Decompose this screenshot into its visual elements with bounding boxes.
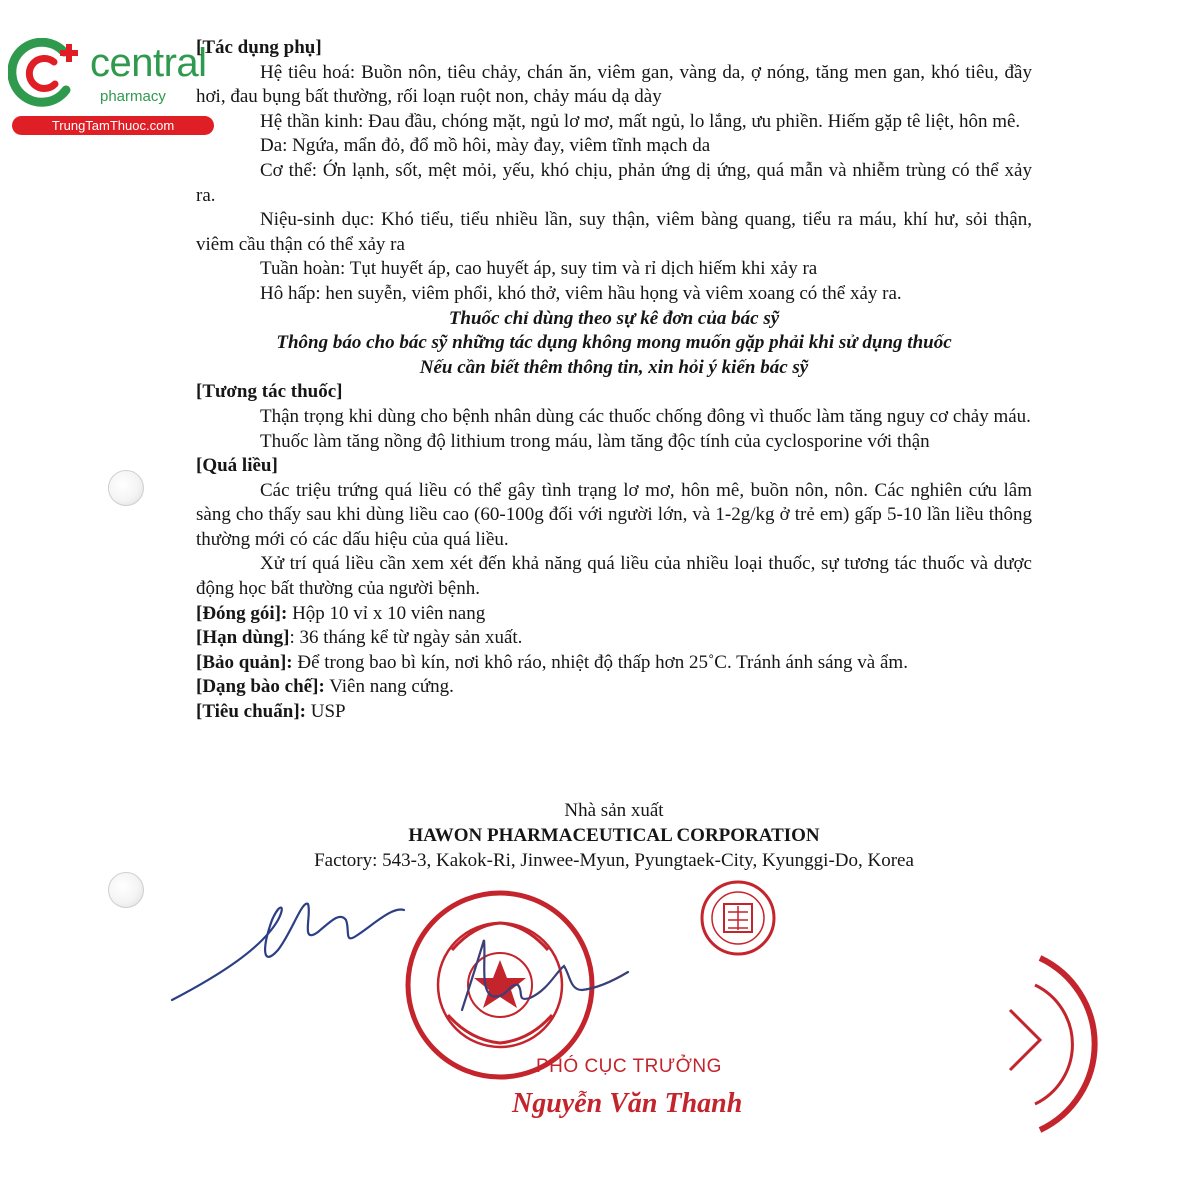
interactions-heading: [Tương tác thuốc] [196,381,343,403]
manufacturer-signature [172,904,404,1000]
warning-prescription: Thuốc chỉ dùng theo sự kê đơn của bác sỹ [448,307,780,329]
partial-seal-right [1010,958,1095,1130]
manufacturer-label: Nhà sản xuất [564,800,664,821]
company-seal [702,882,774,954]
side-effect-urogenital: Niệu-sinh dục: Khó tiểu, tiểu nhiều lần, suy thận, viêm bàng quang, tiểu ra máu, khí hư, sỏi thận, viêm cầu thận có thể xảy ra [196,209,1032,255]
signer-name: Nguyễn Văn Thanh [512,1088,743,1119]
signer-title: PHÓ CỤC TRƯỞNG [536,1056,722,1077]
manufacturer-address: Factory: 543-3, Kakok-Ri, Jinwee-Myun, Pyungtaek-City, Kyunggi-Do, Korea [314,850,914,871]
standard-value: USP [305,701,346,723]
interaction-lithium: Thuốc làm tăng nồng độ lithium trong máu, làm tăng độc tính của cyclosporine với thận [260,430,930,452]
standard-label: [Tiêu chuẩn]: [196,701,306,723]
side-effect-body: Cơ thể: Ớn lạnh, sốt, mệt mỏi, yếu, khó chịu, phản ứng dị ứng, quá mẫn và nhiễm trùng có thể xảy ra. [196,159,1032,206]
side-effect-respiratory: Hô hấp: hen suyễn, viêm phổi, khó thở, viêm hầu họng và viêm xoang có thể xảy ra. [260,282,902,304]
warning-ask-doctor: Nếu cần biết thêm thông tin, xin hỏi ý kiến bác sỹ [419,356,809,378]
expiry-value: : 36 tháng kể từ ngày sản xuất. [289,627,523,649]
interaction-anticoagulant: Thận trọng khi dùng cho bệnh nhân dùng các thuốc chống đông vì thuốc làm tăng nguy cơ chảy máu. [260,405,1031,427]
packaging-value: Hộp 10 vỉ x 10 viên nang [287,602,486,624]
side-effect-skin: Da: Ngứa, mẩn đỏ, đổ mồ hôi, mày đay, viêm tĩnh mạch da [260,135,711,157]
side-effect-digestive: Hệ tiêu hoá: Buồn nôn, tiêu chảy, chán ăn, viêm gan, vàng da, ợ nóng, tăng men gan, khó tiêu, đầy hơi, đau bụng bất thường, rối loạn ruột non, chảy máu dạ dày [196,61,1032,108]
overdose-symptoms: Các triệu trứng quá liều có thể gây tình trạng lơ mơ, hôn mê, buồn nôn, nôn. Các nghiên cứu lâm sàng cho thấy sau khi dùng liều cao (60-100g đối với người lớn, và 1-2g/kg ở trẻ em) gấp 5-10 lần liều thông thường mới có các dấu hiệu của quá liều. [196,479,1032,550]
overdose-treatment: Xử trí quá liều cần xem xét đến khả năng quá liều của nhiều loại thuốc, sự tương tác thuốc và dược động học bất thường của người bệnh. [196,553,1032,600]
side-effect-circulatory: Tuần hoàn: Tụt huyết áp, cao huyết áp, suy tim và rỉ dịch hiếm khi xảy ra [260,258,818,280]
ministry-seal [408,893,592,1077]
logo-sub-text: pharmacy [100,88,166,105]
manufacturer-name: HAWON PHARMACEUTICAL CORPORATION [408,825,820,846]
logo-brand-text: central [90,41,207,85]
overdose-heading: [Quá liều] [196,455,278,477]
packaging-label: [Đóng gói]: [196,602,288,624]
expiry-label: [Hạn dùng] [196,627,290,649]
side-effects-heading: [Tác dụng phụ] [196,37,322,58]
storage-value: Để trong bao bì kín, nơi khô ráo, nhiệt độ thấp hơn 25˚C. Tránh ánh sáng và ẩm. [292,651,908,673]
side-effect-nervous: Hệ thần kinh: Đau đầu, chóng mặt, ngủ lơ mơ, mất ngủ, lo lắng, ưu phiền. Hiếm gặp tê liệt, hôn mê. [260,110,1021,132]
warning-report: Thông báo cho bác sỹ những tác dụng không mong muốn gặp phải khi sử dụng thuốc [276,332,952,354]
logo-url-badge[interactable]: TrungTamThuoc.com [12,116,214,135]
dosage-form-value: Viên nang cứng. [324,676,454,698]
storage-label: [Bảo quản]: [196,651,293,673]
dosage-form-label: [Dạng bào chế]: [196,676,325,698]
